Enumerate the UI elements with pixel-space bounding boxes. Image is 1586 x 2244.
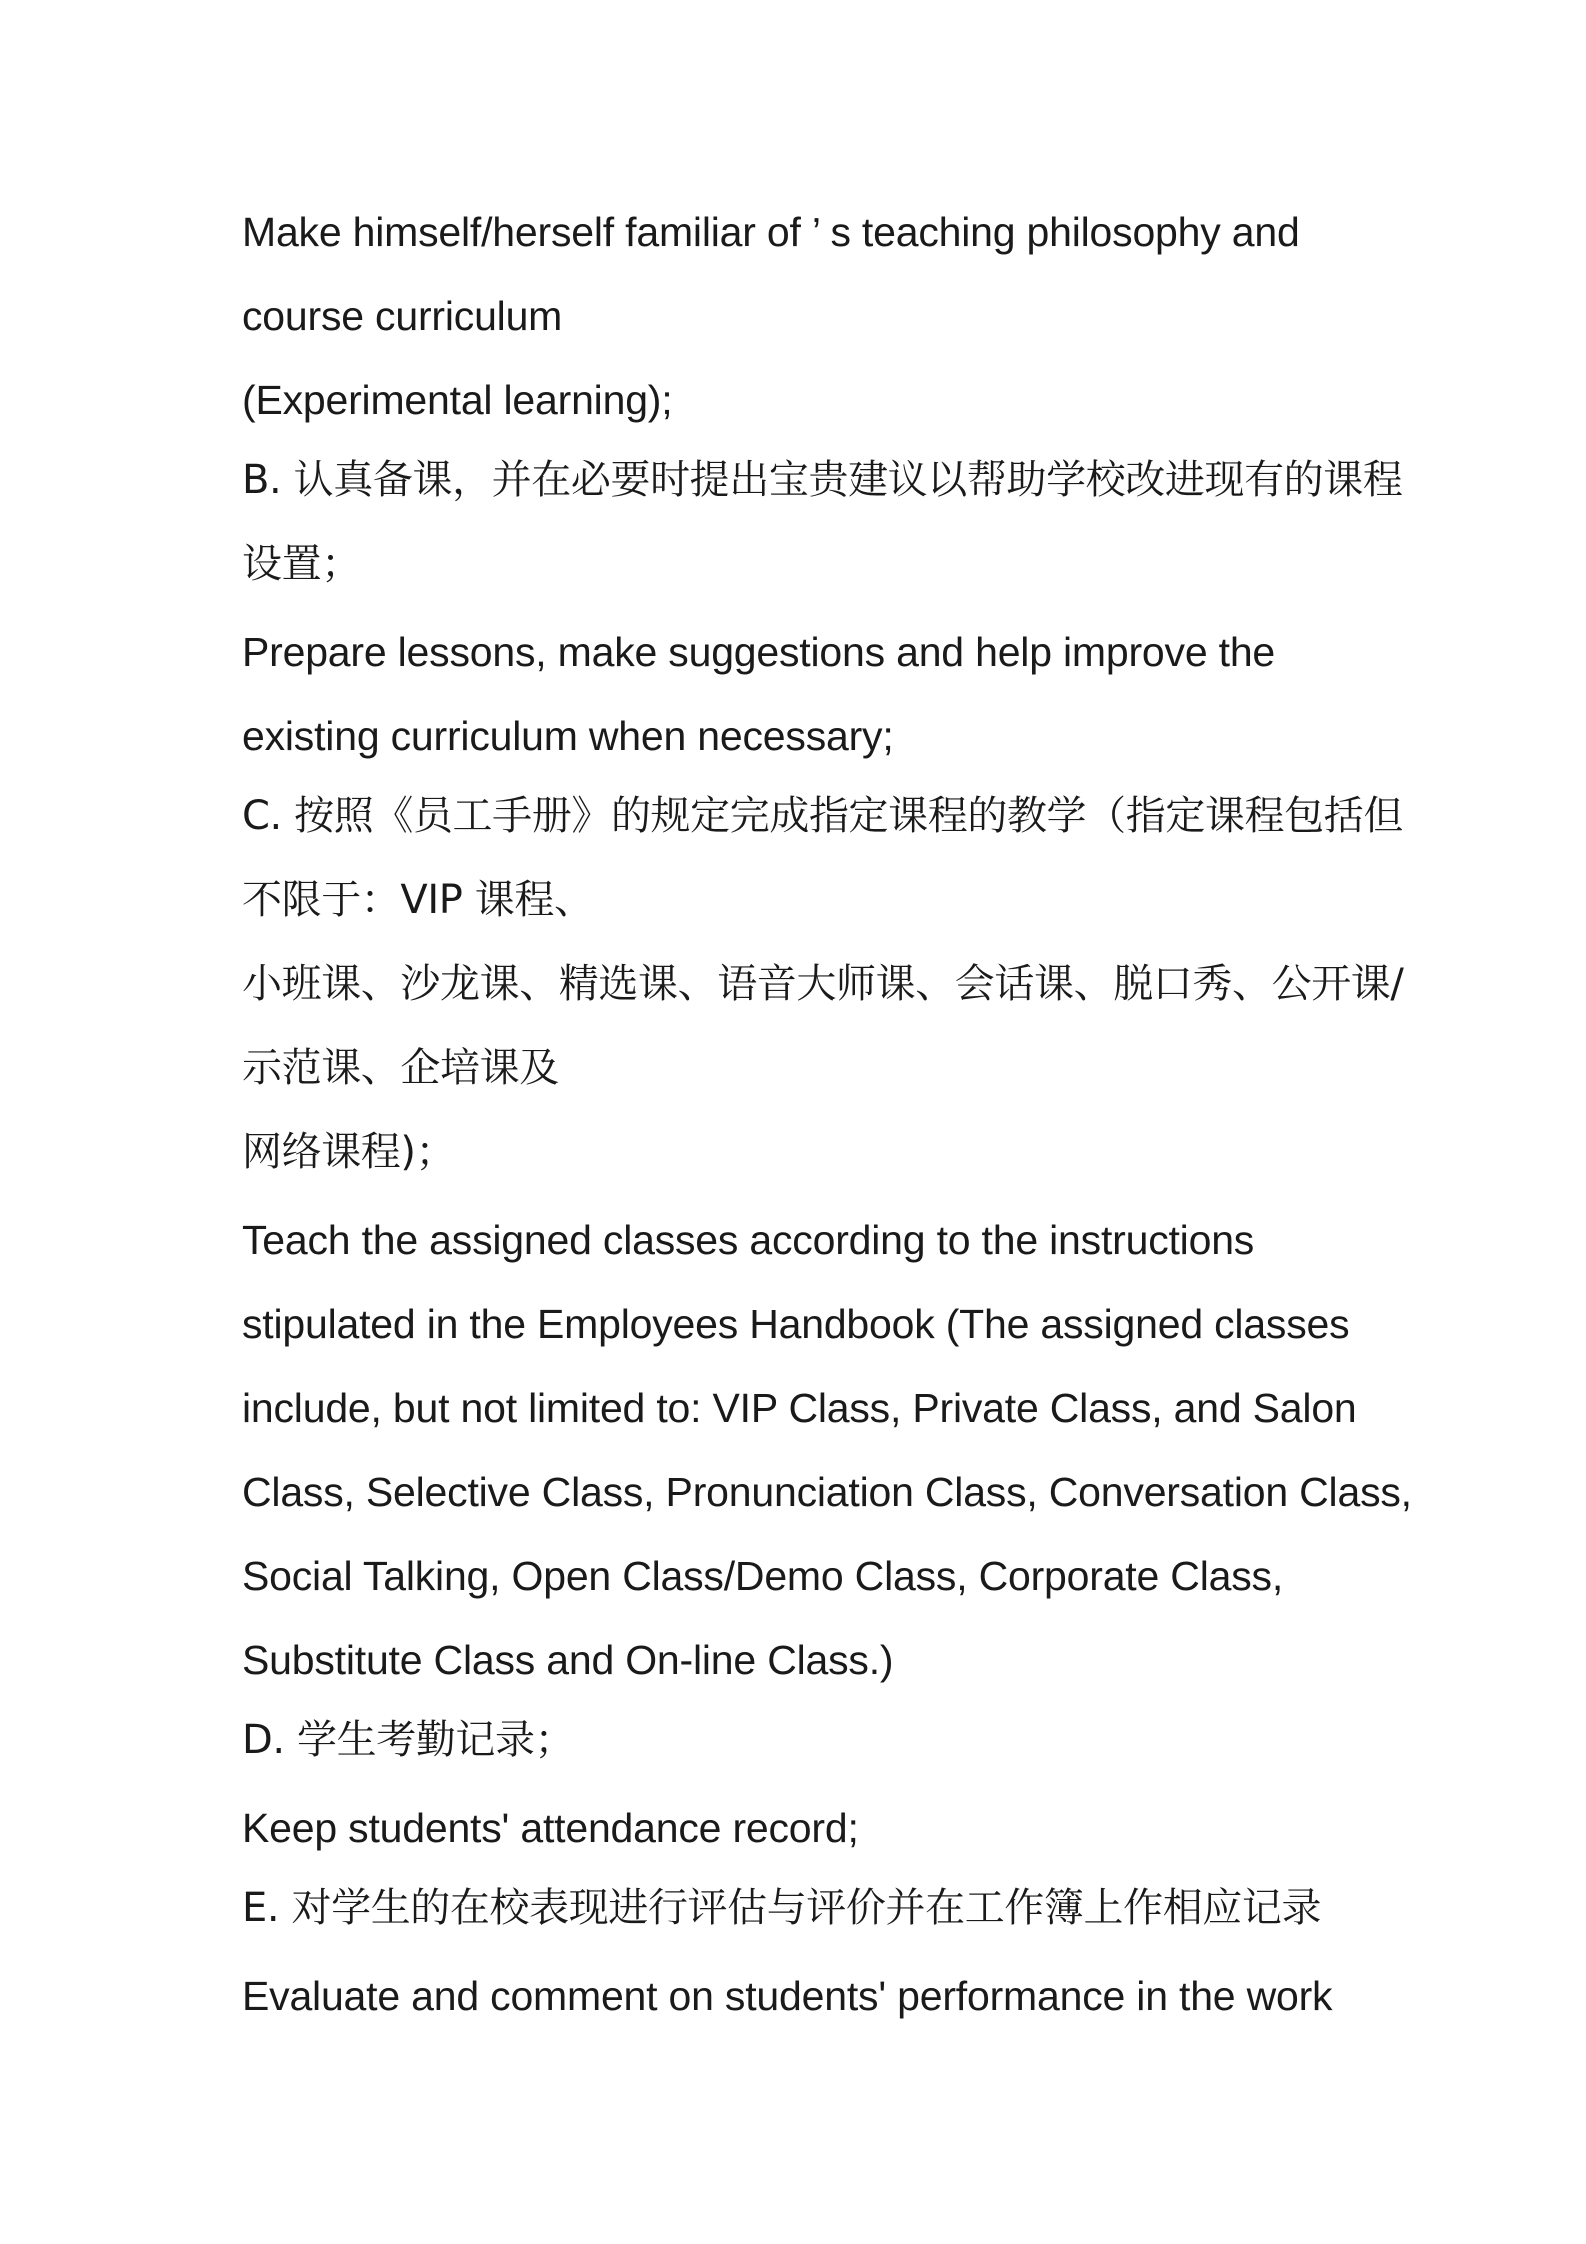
list-item-b: B. 认真备课，并在必要时提出宝贵建议以帮助学校改进现有的课程 bbox=[242, 457, 1403, 503]
text-line: Social Talking, Open Class/Demo Class, Corporate Class, bbox=[242, 1553, 1284, 1599]
text-line: Substitute Class and On-line Class.) bbox=[242, 1637, 894, 1683]
list-item-e: E. 对学生的在校表现进行评估与评价并在工作簿上作相应记录 bbox=[242, 1885, 1322, 1931]
text-line: Keep students' attendance record; bbox=[242, 1805, 859, 1851]
text-line: stipulated in the Employees Handbook (The assigned classes bbox=[242, 1301, 1350, 1347]
text-line: Class, Selective Class, Pronunciation Class, Conversation Class, bbox=[242, 1469, 1412, 1515]
text-line: Prepare lessons, make suggestions and help improve the bbox=[242, 629, 1276, 675]
text-line: 设置； bbox=[242, 541, 361, 587]
text-line: Evaluate and comment on students' performance in the work bbox=[242, 1973, 1333, 2019]
text-line: 不限于：VIP 课程、 bbox=[242, 877, 594, 923]
text-line: 网络课程)； bbox=[242, 1129, 456, 1175]
text-line: 小班课、沙龙课、精选课、语音大师课、会话课、脱口秀、公开课/ bbox=[242, 961, 1404, 1007]
text-line: Teach the assigned classes according to the instructions bbox=[242, 1217, 1255, 1263]
text-line: course curriculum bbox=[242, 293, 563, 339]
text-line: existing curriculum when necessary; bbox=[242, 713, 894, 759]
list-item-c: C. 按照《员工手册》的规定完成指定课程的教学（指定课程包括但 bbox=[242, 793, 1403, 839]
text-line: Make himself/herself familiar of ’ s teaching philosophy and bbox=[242, 209, 1300, 255]
text-line: (Experimental learning); bbox=[242, 377, 673, 423]
list-item-d: D. 学生考勤记录； bbox=[242, 1717, 575, 1763]
text-line: include, but not limited to: VIP Class, Private Class, and Salon bbox=[242, 1385, 1357, 1431]
text-line: 示范课、企培课及 bbox=[242, 1045, 559, 1091]
